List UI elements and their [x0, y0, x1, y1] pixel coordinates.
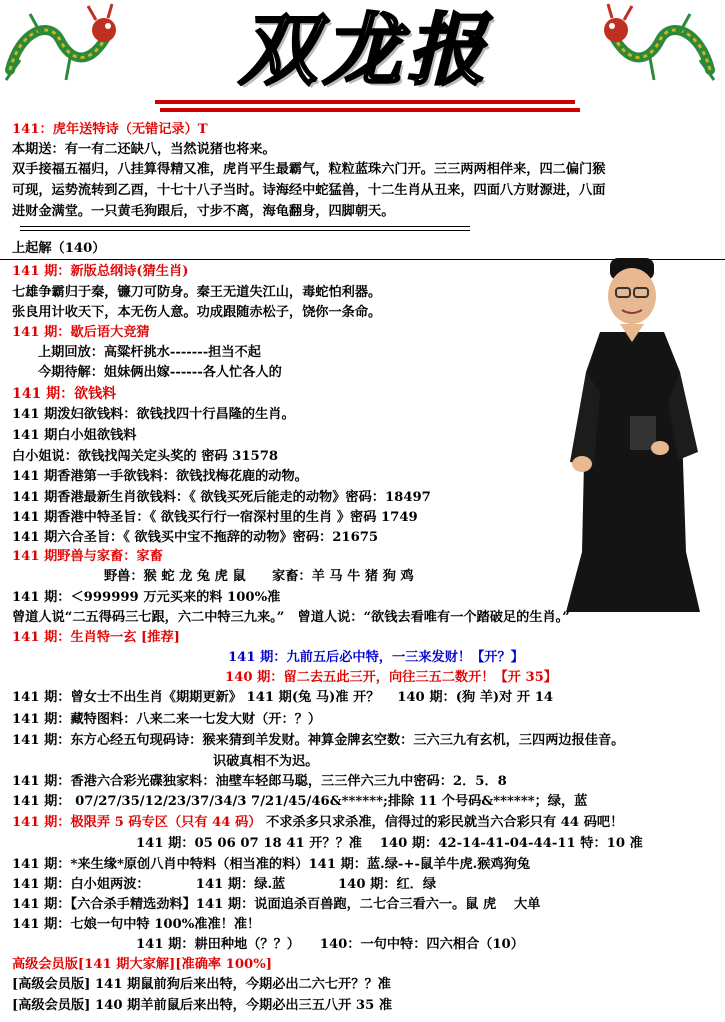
yuqian-line: 141 期香港中特圣旨：《 欲钱买行行一宿深村里的生肖 》密码 1749 — [12, 510, 418, 525]
person-photo-icon — [560, 252, 720, 617]
masthead — [0, 0, 725, 118]
yuqian-line: 141 期香港第一手欲钱料：欲钱找梅花鹿的动物。 — [12, 469, 308, 484]
xiehouyu-line: 今期待解：姐妹俩出嫁------各人忙各人的 — [38, 365, 282, 380]
jixian-red-label: 141 期：极限弄 5 码专区（只有 44 码） — [12, 815, 262, 830]
dragon-left-icon — [0, 0, 120, 92]
poem-line: 进财金满堂。一只黄毛狗跟后，寸步不离，海龟翻身，四脚朝天。 — [12, 204, 395, 219]
poem-line: 可现，运势流转到乙酉，十七十八子当时。诗海经中蛇猛兽，十二生肖从丑来，四面八方财源进，八面 — [12, 183, 606, 198]
list-item: 141 期：藏特图料：八来二来一七发大财（开：？） — [12, 712, 322, 727]
list-item: 识破真相不为迟。 — [213, 754, 319, 769]
list-item: 141 期：东方心经五句现码诗：猴来猜到羊发财。神算金牌玄空数：三六三九有玄机，三四两边报佳音。 — [12, 733, 625, 748]
yuqian-line: 141 期白小姐欲钱料 — [12, 428, 137, 443]
texuan-title: 141 期：生肖特一玄 [推荐] — [12, 630, 180, 645]
yeshou-title: 141 期野兽与家畜：家畜 — [12, 549, 163, 564]
jixian-numbers: 141 期：05 06 07 18 41 开？？准 140 期：42-14-41-04-44-11 特：10 准 — [136, 836, 643, 851]
xiehouyu-line: 上期回放：高粱杆挑水-------担当不起 — [38, 345, 261, 360]
xiehouyu-title: 141 期：歇后语大竞猜 — [12, 325, 150, 340]
list-item: 141 期：七娘一句中特 100%准准！准！ — [12, 917, 261, 932]
blue-highlight: 141 期：九前五后必中特，一三来发财！【开？】 — [228, 650, 524, 665]
daoren-line: 曾道人说“二五得码三七跟，六二中特三九来。” 曾道人说：“欲钱去看唯有一个踏破足的生肖。” — [12, 610, 570, 625]
poem-line: 双手接福五福归，八挂算得精又准，虎肖平生最霸气，粒粒蓝珠六门开。三三两两相伴来，四二偏门猴 — [12, 162, 606, 177]
jixian-line — [12, 813, 623, 833]
divider — [20, 226, 470, 231]
yeshou-line: 野兽：猴 蛇 龙 兔 虎 鼠 家畜：羊 马 牛 猪 狗 鸡 — [104, 569, 414, 584]
list-item: 141 期：曾女士不出生肖《期期更新》 141 期(兔 马)准 开？ 140 期：(狗 羊)对 开 14 — [12, 690, 554, 705]
vip-line: [高级会员版] 140 期羊前鼠后来出特，今期必出三五八开 35 准 — [12, 998, 393, 1013]
shangqijie-label: 上起解（140） — [12, 241, 106, 256]
poem-title: 141：虎年送特诗（无错记录）T — [12, 122, 208, 137]
list-item: 141 期：白小姐两波： 141 期：绿.蓝 140 期：红．绿 — [12, 877, 437, 892]
poem-intro: 本期送：有一有二还缺八，当然说猪也将来。 — [12, 142, 276, 157]
title-underline — [160, 108, 580, 112]
list-item: 141 期：耕田种地（？？） 140：一句中特：四六相合（10） — [136, 937, 524, 952]
wan-line: 141 期：＜999999 万元买来的料 100%准 — [12, 590, 281, 605]
yuqian-title: 141 期：欲钱料 — [12, 386, 117, 402]
title-underline — [155, 100, 575, 104]
list-item: 141 期：*来生缘*原创八肖中特料（相当准的料）141 期：蓝.绿-+-鼠羊牛虎.猴鸡狗兔 — [12, 857, 531, 872]
dragon-right-icon — [600, 0, 720, 92]
list-item: 141 期：【六合杀手精选劲料】141 期：说面追杀百兽跑，二七合三看六一。鼠 虎 大单 — [12, 897, 541, 912]
zonggang-title: 141 期：新版总纲诗(猜生肖) — [12, 264, 189, 279]
red-highlight: 140 期：留二去五此三开，向往三五二数开！【开 35】 — [225, 670, 557, 685]
yuqian-line: 白小姐说：欲钱找闯关定头奖的 密码 31578 — [12, 449, 279, 464]
list-item: 141 期：香港六合彩光碟独家料：油壁车轻郎马聪，三三伴六三九中密码：2．5．8 — [12, 774, 507, 789]
newspaper-title: 双龙报 — [238, 5, 491, 96]
list-item: 141 期： 07/27/35/12/23/37/34/3 7/21/45/46&******;排除 11 个号码&******；绿，蓝 — [12, 794, 588, 809]
vip-line: [高级会员版] 141 期鼠前狗后来出特，今期必出二六七开？？准 — [12, 977, 391, 992]
yuqian-line: 141 期泼妇欲钱料：欲钱找四十行昌隆的生肖。 — [12, 407, 295, 422]
yuqian-line: 141 期香港最新生肖欲钱料：《 欲钱买死后能走的动物》密码：18497 — [12, 490, 431, 505]
zonggang-line: 七雄争霸归于秦，镰刀可防身。秦王无道失江山，毒蛇怕利器。 — [12, 285, 382, 300]
jixian-rest: 不求杀多只求杀准，信得过的彩民就当六合彩只有 44 码吧！ — [266, 815, 624, 830]
yuqian-line: 141 期六合圣旨：《 欲钱买中宝不拖辞的动物》密码：21675 — [12, 530, 379, 545]
zonggang-line: 张良用计收天下，本无伤人意。功成跟随赤松子，饶你一条命。 — [12, 305, 382, 320]
vip-title: 高级会员版[141 期大家解][准确率 100%] — [12, 957, 272, 972]
